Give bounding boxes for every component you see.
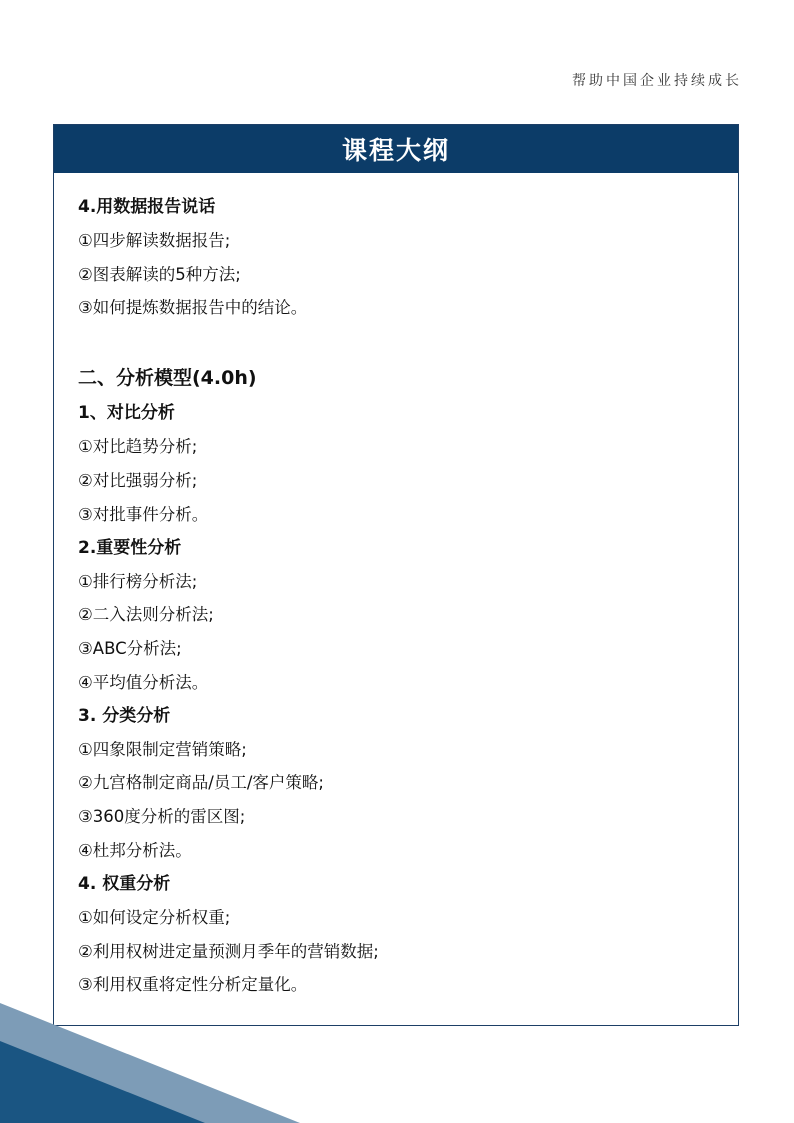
outline-item: ②对比强弱分析; — [78, 471, 198, 490]
outline-item: ③利用权重将定性分析定量化。 — [78, 975, 308, 994]
outline-item: ③ABC分析法; — [78, 639, 182, 658]
outline-item: ③360度分析的雷区图; — [78, 807, 246, 826]
outline-item: ④杜邦分析法。 — [78, 841, 192, 860]
outline-item: ②利用权树进定量预测月季年的营销数据; — [78, 942, 379, 961]
outline-item: ①四步解读数据报告; — [78, 231, 231, 250]
outline-subheading: 2.重要性分析 — [78, 538, 182, 558]
outline-subheading: 1、对比分析 — [78, 403, 175, 423]
outline-subheading: 4. 权重分析 — [78, 874, 171, 894]
outline-item: ①四象限制定营销策略; — [78, 740, 247, 759]
outline-item: ③如何提炼数据报告中的结论。 — [78, 298, 308, 317]
outline-item: ②图表解读的5种方法; — [78, 265, 241, 284]
outline-subheading: 4.用数据报告说话 — [78, 197, 216, 217]
outline-item: ②二入法则分析法; — [78, 605, 214, 624]
outline-item: ①如何设定分析权重; — [78, 908, 231, 927]
corner-decoration — [0, 1003, 794, 1123]
outline-section-heading: 二、分析模型(4.0h) — [78, 367, 257, 389]
outline-title: 课程大纲 — [341, 136, 450, 165]
outline-subheading: 3. 分类分析 — [78, 706, 171, 726]
outline-header — [54, 125, 738, 173]
company-tagline: 帮助中国企业持续成长 — [572, 73, 742, 89]
outline-item: ①排行榜分析法; — [78, 572, 198, 591]
outline-item: ①对比趋势分析; — [78, 437, 198, 456]
outline-item: ③对批事件分析。 — [78, 505, 209, 524]
outline-item: ②九宫格制定商品/员工/客户策略; — [78, 773, 324, 792]
course-outline-box — [53, 124, 739, 1026]
outline-item: ④平均值分析法。 — [78, 673, 209, 692]
